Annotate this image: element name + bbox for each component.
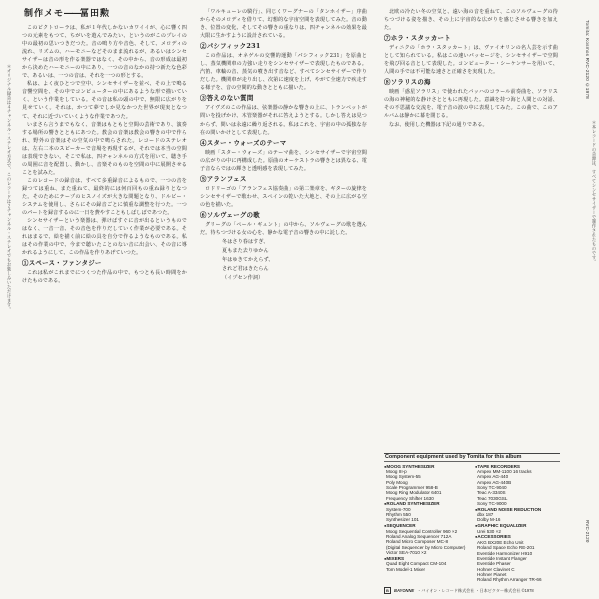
catalog-code: RVC-2120 — [585, 520, 590, 543]
section-heading: ⑧ソラリスの海 — [384, 78, 431, 87]
equipment-item: Ampex AG-440 — [477, 474, 509, 480]
equipment-item: Roland Rhythm Arranger TR-66 — [477, 577, 542, 583]
column-2 — [200, 8, 367, 583]
equipment-item: Ampex AG-440B — [477, 479, 512, 485]
page-title — [24, 8, 187, 20]
equipment-item: Moog System-55 — [386, 474, 421, 480]
equipment-category: ● GRAPHIC EQUALIZER — [475, 523, 560, 528]
paragraph: 映画「スター・ウォーズ」のテーマ曲を、シンセサイザーで宇宙空間の広がりの中に再構成した。原曲のオーケストラの響きとは異なる、電子音ならではの輝きと透明感を表現してみた。 — [200, 149, 367, 172]
poem-line: 冬はさり春はすぎ、 — [222, 238, 269, 245]
paragraph: 「ワルキューレの騎行」、同じくワーグナーの「タンホイザー」序曲からそのメロディを借りて、幻想的な宇宙空間を表現してみた。音の動き、位置の変化、そしてその響きの重なりは、四チャンネルの効果を最大限に生かすように設計されている。 — [200, 9, 367, 40]
equipment-category: ● SEQUENCER — [384, 523, 469, 528]
equipment-item: Teac A-3340S — [477, 490, 506, 496]
equipment-category: ● ROLAND SYNTHESIZER — [384, 501, 469, 506]
paragraph: ロドリーゴの「アランフェス協奏曲」の第二楽章を、ギターの旋律をシンセサイザーで歌わせ、スペインの乾いた大地と、その上に広がる空の色を描いた。 — [200, 185, 367, 208]
footer — [384, 586, 574, 595]
poem-line: 年はゆきてかえらず、 — [222, 257, 274, 264]
section-heading: ⑦ホラ・スタッカート — [384, 34, 451, 43]
paragraph: このビクトローラは、私が１年代しかないカワイイが、心に響く四つの元素をもつて、ちがいを遊んでみたい、というのがこのプレイの中の最初の思いつきだつた。音の鳴り方や音色、そして、メロディの流れ、リズムの、ハーモニーなどそのまま流れるが、あるいはシンセサイザーは音の形を作る楽器ではなく、その中から、音の形成は最初から決めたハーモニーの中にあり、一つの音のなかの持つ新たな色彩で、あるいは、一つの音は、それを一つの形とする。 — [22, 25, 187, 80]
paragraph: この作品は、オネゲルの交響的運動「パシフィック231」を原曲とし、蒸気機関車の力強い走りをシンセサイザーで表現したものである。汽笛、車輪の音、蒸気の噴き出す音など、すべてシンセサイザーで作りだした。機関車が走り出し、次第に速度を上げ、やがて全速力で疾走する様子を、音の空間的な動きとともに描いた。 — [200, 53, 367, 92]
equipment-category: ● MIXERS — [384, 556, 469, 561]
equipment-item: Roland Micro Composer MC-8 — [386, 539, 449, 545]
equipment-item: Ampex MM-1100 16 tracks — [477, 468, 532, 474]
equipment-category: ● ROLAND NOISE REDUCTION — [475, 507, 560, 512]
paragraph: いまさら言うまでもなく、音楽はもともと空間の芸術であり、演奏する場所の響きとともにあつた。教会の音楽は教会の響きの中で作られ、野外の音楽はその空気の中で鳴らされた。レコードのステレオは、左右二本のスピーカーで音場を再現するが、それでは本当の空間は表現できない。そこで私は、四チャンネルの方式を用いて、聴き手の周囲に音を配置し、動かし、音楽そのものを空間の中に展開させることを試みた。 — [22, 121, 187, 176]
equipment-category: ● TAPE RECORDERS — [475, 464, 560, 469]
equipment-item: Scale Programmer 958-B — [386, 484, 438, 490]
section-heading: ①スペース・ファンタジー — [22, 259, 102, 268]
equipment-item: AKG BX20E Echo Unit — [477, 539, 524, 545]
paragraph: 映画「惑星ソラリス」で使われたバッハのコラール前奏曲を、ソラリスの海の神秘的な静けさとともに再現した。意識を持つ海と人間との対話、その不思議な交流を、電子音の波の中に表現してみた。この曲で、このアルバムは静かに幕を閉じる。 — [384, 89, 558, 120]
equipment-item: Rhythm 550 — [386, 512, 411, 518]
paragraph: 私は、よく夜ひとつで空中、シンセサイザーを並べ、その上で鳴る音響空間を、その中でコンピューターの中にあるような形で描いていく、という作業をしている。その音は私の頭の中で、無限に広がりを見せていく。それは、かつて夢でしか見なかつた世界が現実となつて、それに近づいていくような作業であつた。 — [22, 81, 187, 120]
footer-text: ・バイオン・レコード株式会社 ・日本ビクター株式会社 ©1978 — [417, 588, 534, 593]
product-line: Tomita: Kosmos RVC-2120 ©1978 — [585, 20, 590, 99]
equipment-item: Moog Ring Modulator 6401 — [386, 490, 442, 496]
equipment-item: Moog Sequential Controller 960 ×2 — [386, 528, 458, 534]
equipment-item: Roland Analog Sequencer 712A — [386, 533, 452, 539]
poem-note: （イプセン作詞） — [222, 275, 264, 282]
equipment-item: (Digital Sequencer by Micro Computer) — [386, 544, 466, 550]
section-heading: ④スター・ウォーズのテーマ — [200, 138, 287, 147]
poem-line: されど君はきたらん — [222, 266, 269, 273]
side-note-inner: ＊本レコードの音源は、すべてシンセサイザーで制作されたものです。 — [591, 120, 596, 264]
equipment-item: Eventide Instant Flanger — [477, 555, 527, 561]
label-logo: B — [384, 587, 391, 594]
paragraph: シンセサイザーという楽器は、弾けばすぐに音が出るというものではなく、一音一音、その音色を作りだしていく作業が必要である。それはまるで、絵を描く前に絵の具を自分で作るようなものである。私はその作業の中で、今まで聴いたことのない音に出会い、その音に導かれるようにして、この作品を作りあげていつた。 — [22, 218, 187, 257]
paragraph: グリーグの「ペール・ギュント」の中から、ソルヴェーグの歌を選んだ。待ちつづける女の心を、静かな電子音の響きの中に託した。 — [200, 221, 367, 236]
title-text: 制作メモ — [24, 9, 65, 19]
brand-name: BAYONNE — [394, 588, 415, 593]
paragraph: ディニクの「ホラ・スタッカート」は、ヴァイオリンの名人芸を示す曲として知られている。私はこの速いパッセージを、シンセサイザーで空間を飛び回る音として表現した。コンピューター・シーケンサーを用いて、人間の手では不可能な速さと正確さを実現した。 — [384, 45, 558, 76]
equipment-item: dbx 187 — [477, 512, 494, 518]
paragraph: このレコードの録音は、すべて多重録音によるもので、一つの音を録つては重ね、また重ねて、最終的には何百回もの重ね録りとなつた。そのためにテープのヒスノイズが大きな問題となり、ドルビー・システムを使用し、さらにその録音ごとに慎重な調整を行つた。一つのパートを録音するのに一日を費やすこともしばしばであつた。 — [22, 177, 187, 217]
poem-line: 夏もまた去りゆかん — [222, 248, 269, 255]
section-heading: ②パシフィック231 — [200, 42, 261, 51]
equipment-item: Poly Moog — [386, 479, 408, 485]
section-heading: ③答えのない質問 — [200, 94, 254, 103]
equipment-list — [384, 453, 560, 582]
equipment-item: Sony TC-9040 — [477, 484, 507, 490]
equipment-item: Urei 530 ×2 — [477, 528, 501, 534]
equipment-item: Victor SEA-7010 ×2 — [386, 550, 427, 555]
equipment-item: Frequency Shifter 1630 — [386, 495, 434, 501]
equipment-category: ● MOOG SYNTHESIZER — [384, 464, 469, 469]
side-note-left: ＊オリジナル録音は４チャンネル・ステレオ方式で、このレコードは２チャンネル・ステレオでもお楽しみいただけます。 — [6, 64, 11, 312]
column-1 — [22, 8, 187, 583]
equipment-column-right — [475, 463, 560, 583]
equipment-item: Tom Model-1 Mixer — [386, 566, 426, 572]
equipment-category: ● ACCESSORIES — [475, 534, 560, 539]
equipment-title: Component equipment used by Tomita for this album — [384, 454, 560, 462]
paragraph: 北欧の冷たい冬の空気と、遠い海の音を重ねて、このソルヴェーグの待ちつづける姿を描き、その上に宇宙的な広がりを感じさせる響きを加えた。 — [384, 9, 558, 32]
equipment-item: Sony TC-9000 — [477, 500, 507, 506]
equipment-item: Teac 7030GSL — [477, 495, 508, 501]
paragraph: これは私がこれまでにつくつた作品の中で、もつとも長い時間をかけたものである。 — [22, 270, 187, 285]
equipment-item: Dolby M-16 — [477, 517, 501, 523]
section-heading: ⑥ソルヴェーグの歌 — [200, 210, 260, 219]
equipment-item: Quad Eight Compact CM-104 — [386, 561, 447, 567]
equipment-item: Moog III-p — [386, 468, 407, 474]
equipment-item: Hohner Clavinet C — [477, 566, 515, 572]
equipment-item: System-700 — [386, 506, 411, 512]
equipment-column-left — [384, 463, 469, 583]
section-heading: ⑤アランフェス — [200, 174, 247, 183]
title-dash: ―― — [64, 9, 81, 19]
author-name: 冨田勲 — [80, 9, 111, 19]
paragraph: アイヴズのこの作品は、弦楽器の静かな響きの上に、トランペットが問いを投げかけ、木管楽器がそれに答えようとする。しかし答えは見つからず、問いは永遠に繰り返される。私はこれを、宇宙の中の孤独な存在の問いかけとして表現した。 — [200, 105, 367, 136]
equipment-item: Roland Space Echo RE-201 — [477, 545, 535, 551]
column-3 — [384, 8, 558, 438]
equipment-item: Synthesizer 101 — [386, 517, 419, 523]
equipment-item: Hohner Pianet — [477, 571, 507, 577]
equipment-item: Eventide Harmonizer H910 — [477, 550, 533, 556]
equipment-item: Eventide Phaser — [477, 561, 511, 567]
paragraph: なお、使用した機器は下記の通りである。 — [389, 121, 488, 128]
